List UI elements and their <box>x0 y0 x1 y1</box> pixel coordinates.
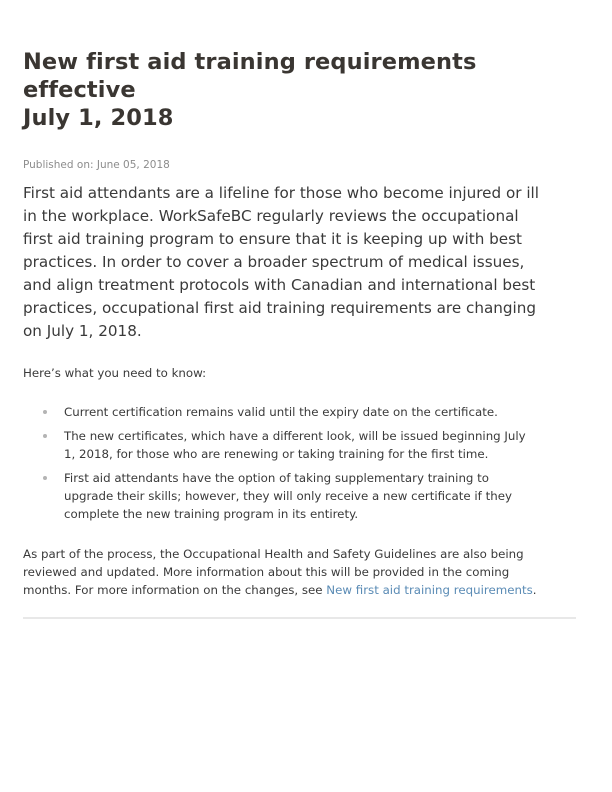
lead-paragraph <box>23 182 579 343</box>
closing-paragraph <box>23 545 583 599</box>
list-item <box>23 469 544 523</box>
lead-line: and align treatment protocols with Canadian and international best <box>23 276 536 294</box>
article <box>23 48 583 619</box>
list-item-line: Current certification remains valid until the expiry date on the certificate. <box>64 405 498 419</box>
closing-line: reviewed and updated. More information about this will be provided in the coming <box>23 565 510 579</box>
bullet-list <box>23 403 583 523</box>
lead-line: practices. In order to cover a broader spectrum of medical issues, <box>23 253 525 271</box>
lead-line: in the workplace. WorkSafeBC regularly reviews the occupational <box>23 207 519 225</box>
lead-line: first aid training program to ensure that it is keeping up with best <box>23 230 523 248</box>
title-line-2: July 1, 2018 <box>23 105 174 131</box>
page-title <box>23 48 583 132</box>
title-line-1: New first aid training requirements effective <box>23 49 477 103</box>
lead-line: First aid attendants are a lifeline for those who become injured or ill <box>23 184 539 202</box>
closing-line: months. For more information on the changes, see <box>23 583 327 597</box>
bullet-icon <box>43 434 47 438</box>
list-item-line: 1, 2018, for those who are renewing or taking training for the first time. <box>64 447 489 461</box>
list-item-line: First aid attendants have the option of taking supplementary training to <box>64 471 489 485</box>
list-item-line: complete the new training program in its entirety. <box>64 507 359 521</box>
bullet-icon <box>43 476 47 480</box>
list-item-line: The new certificates, which have a different look, will be issued beginning July <box>64 429 526 443</box>
lead-line: practices, occupational first aid training requirements are changing <box>23 299 537 317</box>
closing-period: . <box>532 583 537 597</box>
list-item <box>23 403 544 421</box>
list-item-line: upgrade their skills; however, they will only receive a new certificate if they <box>64 489 512 503</box>
bullet-icon <box>43 410 47 414</box>
divider <box>23 617 576 619</box>
list-item <box>23 427 544 463</box>
requirements-link[interactable]: New first aid training requirements <box>326 583 533 597</box>
lead-line: on July 1, 2018. <box>23 322 142 340</box>
closing-line: As part of the process, the Occupational Health and Safety Guidelines are also being <box>23 547 524 561</box>
published-date: Published on: June 05, 2018 <box>23 159 170 171</box>
intro-text: Here’s what you need to know: <box>23 366 207 380</box>
